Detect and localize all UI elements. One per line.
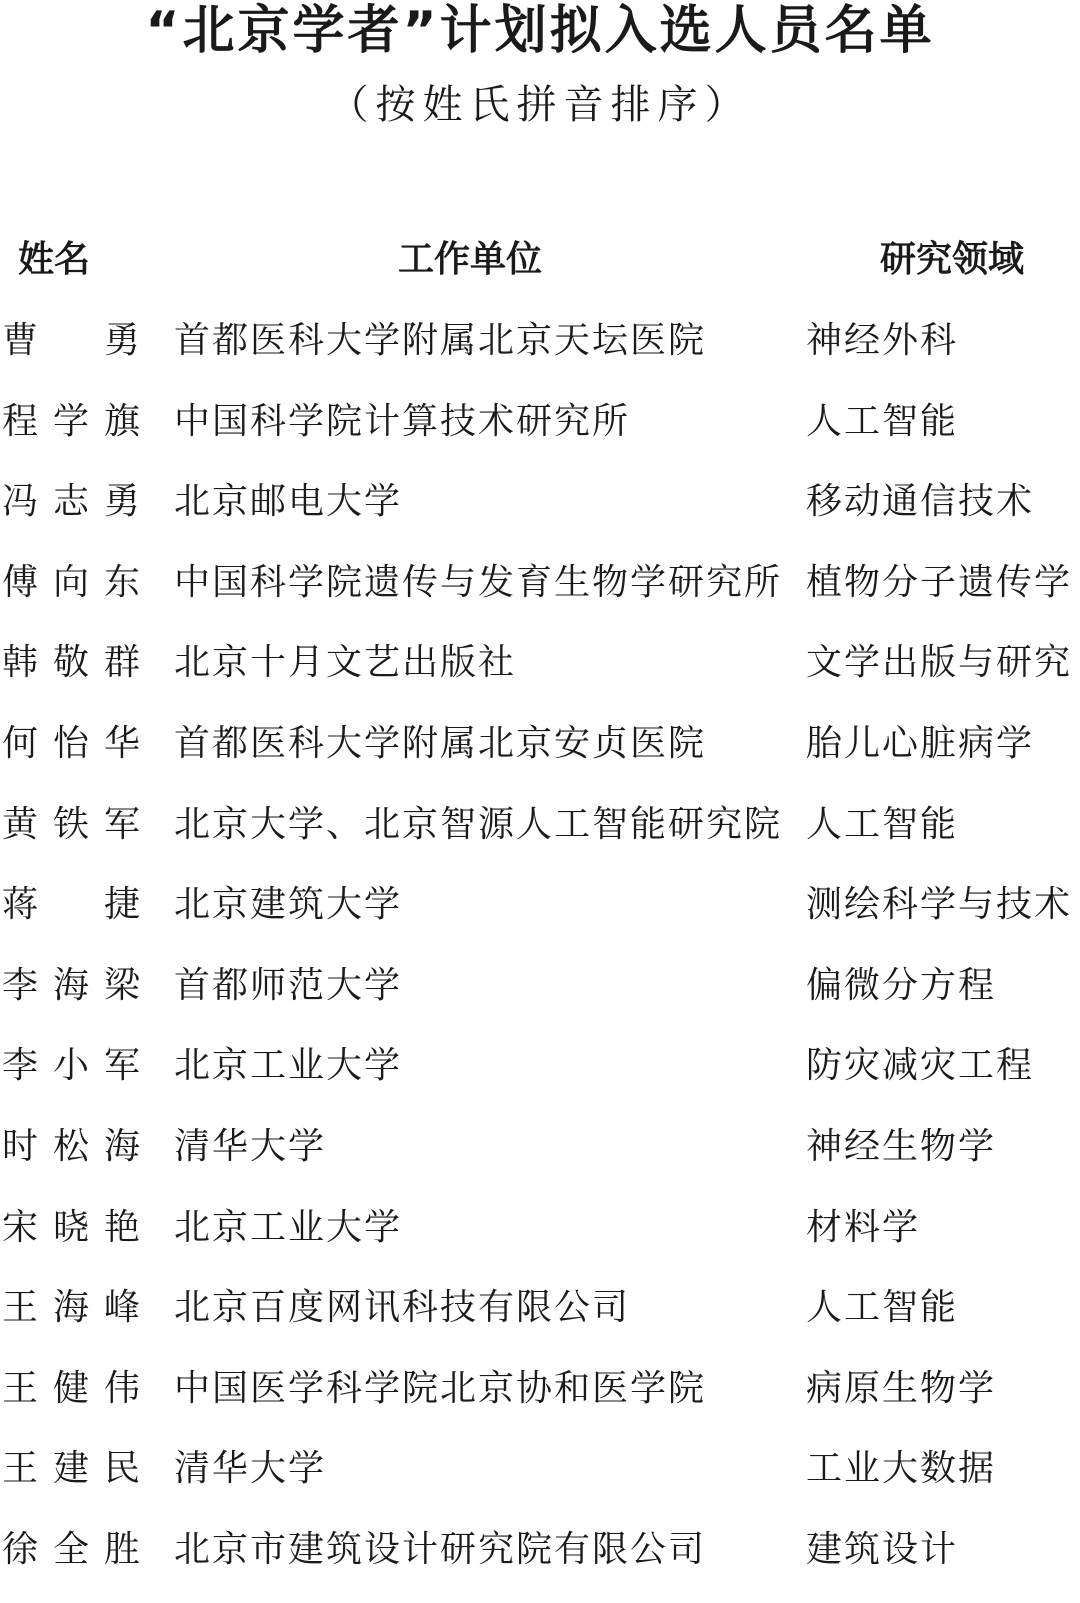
table-row [0,958,1080,1039]
table-row [0,1038,1080,1119]
cell-name: 程学旗 [2,400,142,442]
cell-name: 韩敬群 [2,642,142,684]
cell-unit: 北京建筑大学 [174,884,403,926]
cell-name: 何怡华 [2,722,142,764]
table-row [0,635,1080,716]
cell-name: 徐全胜 [2,1528,142,1570]
cell-unit: 首都医科大学附属北京天坛医院 [174,320,707,361]
table-body [0,313,1080,1603]
cell-name: 宋晓艳 [2,1206,142,1248]
table-row [0,716,1080,797]
cell-field: 病原生物学 [806,1367,997,1409]
cell-name: 王健伟 [2,1367,142,1409]
cell-unit: 中国科学院遗传与发育生物学研究所 [174,561,783,603]
cell-unit: 中国科学院计算技术研究所 [174,400,631,442]
cell-unit: 首都师范大学 [174,964,403,1006]
table-row [0,797,1080,878]
cell-unit: 北京工业大学 [174,1045,403,1087]
cell-field: 防灾减灾工程 [806,1045,1035,1087]
cell-unit: 北京百度网讯科技有限公司 [174,1287,631,1329]
cell-field: 测绘科学与技术 [806,884,1073,926]
cell-name: 王海峰 [2,1287,142,1329]
table-row [0,1119,1080,1200]
cell-field: 神经生物学 [806,1125,997,1167]
cell-field: 神经外科 [806,320,959,361]
column-header-unit: 工作单位 [398,239,543,280]
cell-field: 人工智能 [806,400,959,442]
cell-name: 傅向东 [2,561,142,603]
table-row [0,394,1080,475]
cell-field: 工业大数据 [806,1448,997,1490]
cell-unit: 首都医科大学附属北京安贞医院 [174,722,707,764]
cell-unit: 北京邮电大学 [174,481,403,523]
cell-field: 建筑设计 [806,1528,959,1570]
column-header-field: 研究领域 [880,239,1025,280]
cell-field: 材料学 [806,1206,921,1248]
column-header-name: 姓名 [18,239,91,280]
table-row [0,313,1080,394]
cell-name: 蒋 捷 [2,884,142,926]
cell-unit: 清华大学 [174,1448,327,1490]
cell-name: 冯志勇 [2,481,142,523]
cell-name: 李海梁 [2,964,142,1006]
cell-unit: 北京市建筑设计研究院有限公司 [174,1528,707,1570]
table-row [0,1361,1080,1442]
cell-field: 人工智能 [806,803,959,845]
cell-unit: 清华大学 [174,1125,327,1167]
cell-unit: 北京十月文艺出版社 [174,642,517,684]
cell-field: 移动通信技术 [806,481,1035,523]
cell-name: 曹 勇 [2,320,142,361]
cell-unit: 北京大学、北京智源人工智能研究院 [174,803,783,845]
table-row [0,1522,1080,1603]
cell-name: 李小军 [2,1045,142,1087]
cell-name: 王建民 [2,1448,142,1490]
cell-unit: 中国医学科学院北京协和医学院 [174,1367,707,1409]
cell-field: 植物分子遗传学 [806,561,1073,603]
table-row [0,1441,1080,1522]
table-header [0,232,1080,288]
cell-field: 偏微分方程 [806,964,997,1006]
table-row [0,1280,1080,1361]
table-row [0,555,1080,636]
cell-field: 文学出版与研究 [806,642,1073,684]
table-row [0,877,1080,958]
document-subtitle: （按姓氏拼音排序） [328,82,752,128]
cell-field: 胎儿心脏病学 [806,722,1035,764]
table-row [0,1200,1080,1281]
cell-unit: 北京工业大学 [174,1206,403,1248]
table-row [0,474,1080,555]
document-title: “北京学者”计划拟入选人员名单 [145,1,935,61]
cell-name: 黄铁军 [2,803,142,845]
cell-name: 时松海 [2,1125,142,1167]
cell-field: 人工智能 [806,1287,959,1329]
